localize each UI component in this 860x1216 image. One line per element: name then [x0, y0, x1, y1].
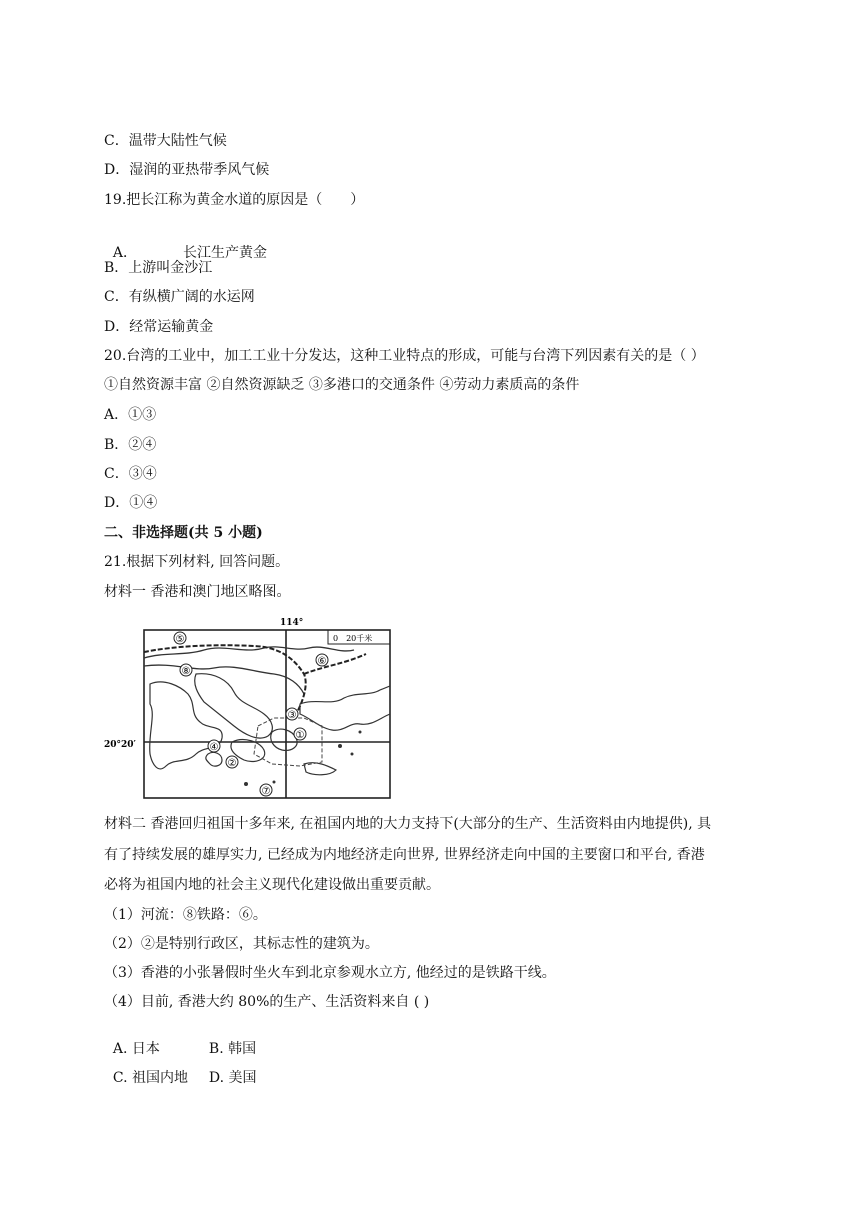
map-islet: [338, 744, 342, 748]
q21-sub4: （4）目前, 香港大约 80%的生产、生活资料来自 ( ): [104, 994, 430, 1010]
map-marker-6: [316, 654, 328, 667]
q21-sub1: （1）河流：⑧铁路：⑥。: [104, 907, 267, 923]
map-marker-1: [294, 728, 306, 741]
svg-text:⑧: ⑧: [181, 666, 191, 677]
map-islet: [351, 753, 354, 756]
q20-option-a: A．①③: [104, 407, 157, 423]
map-landmass-delta: [195, 674, 273, 738]
q19-option-d: D．经常运输黄金: [104, 319, 214, 335]
svg-text:①: ①: [295, 730, 305, 741]
q21-sub2: （2）②是特别行政区，其标志性的建筑为。: [104, 936, 379, 952]
q19-option-a-letter: A．: [112, 245, 138, 261]
svg-text:②: ②: [227, 758, 237, 769]
map-landmass-east: [300, 686, 390, 730]
q21-stem: 21.根据下列材料, 回答问题。: [104, 554, 290, 570]
q21-material1: 材料一 香港和澳门地区略图。: [104, 584, 291, 600]
q20-option-c: C．③④: [104, 466, 157, 482]
map-frame: [144, 630, 390, 798]
q21-sub4-option-d: D. 美国: [208, 1070, 257, 1086]
hk-macau-map: [104, 614, 404, 804]
svg-text:⑥: ⑥: [317, 656, 327, 667]
map-river: [144, 665, 304, 694]
map-marker-3: [286, 708, 298, 721]
q19-option-b: B．上游叫金沙江: [104, 260, 213, 276]
map-marker-4: [208, 740, 220, 753]
map-macau: [206, 752, 222, 766]
svg-text:④: ④: [209, 742, 219, 753]
map-marker-2: [226, 756, 238, 769]
q20-factors: ①自然资源丰富 ②自然资源缺乏 ③多港口的交通条件 ④劳动力素质高的条件: [104, 377, 580, 393]
q19-stem: 19.把长江称为黄金水道的原因是（ ）: [104, 192, 365, 208]
q21-sub4-option-a: A. 日本: [112, 1041, 160, 1057]
map-islet: [359, 731, 362, 734]
q21-sub4-option-c: C. 祖国内地: [112, 1070, 189, 1086]
map-islet: [273, 781, 276, 784]
q19-option-a-text: 长江生产黄金: [183, 245, 268, 261]
q21-sub4-options-cd: [104, 1051, 257, 1087]
q18-option-c: C．温带大陆性气候: [104, 133, 227, 149]
map-marker-7: [260, 784, 272, 797]
q21-material2-line1: 材料二 香港回归祖国十多年来, 在祖国内地的大力支持下(大部分的生产、生活资料由内地提供), 具: [104, 816, 712, 832]
q21-sub3: （3）香港的小张暑假时坐火车到北京参观水立方, 他经过的是铁路干线。: [104, 965, 556, 981]
map-scale-label: 0 20千米: [333, 634, 373, 643]
q21-material2-line3: 必将为祖国内地的社会主义现代化建设做出重要贡献。: [104, 877, 440, 893]
map-hk-island: [271, 729, 297, 750]
map-islet: [244, 782, 248, 786]
map-marker-5: [174, 632, 186, 645]
map-landmass-west: [150, 682, 223, 769]
map-lat-label: 20°20′: [104, 740, 136, 750]
map-marker-8: [180, 664, 192, 677]
svg-text:⑤: ⑤: [175, 634, 185, 645]
q20-option-d: D．①④: [104, 495, 158, 511]
svg-text:③: ③: [287, 710, 297, 721]
q20-stem: 20.台湾的工业中，加工工业十分发达，这种工业特点的形成，可能与台湾下列因素有关的是（ ）: [104, 348, 705, 364]
q21-sub4-option-b: B. 韩国: [208, 1041, 257, 1057]
q20-option-b: B．②④: [104, 437, 157, 453]
q21-material2-line2: 有了持续发展的雄厚实力, 已经成为内地经济走向世界, 世界经济走向中国的主要窗口和平台, 香港: [104, 847, 705, 863]
map-lon-label: 114°: [280, 618, 304, 628]
svg-text:⑦: ⑦: [261, 786, 271, 797]
q18-option-d: D．湿润的亚热带季风气候: [104, 162, 270, 178]
q19-option-c: C．有纵横广阔的水运网: [104, 289, 255, 305]
section-title: 二、非选择题(共 5 小题): [104, 525, 263, 541]
map-railway-east: [304, 654, 366, 674]
q19-option-a: [104, 226, 267, 262]
